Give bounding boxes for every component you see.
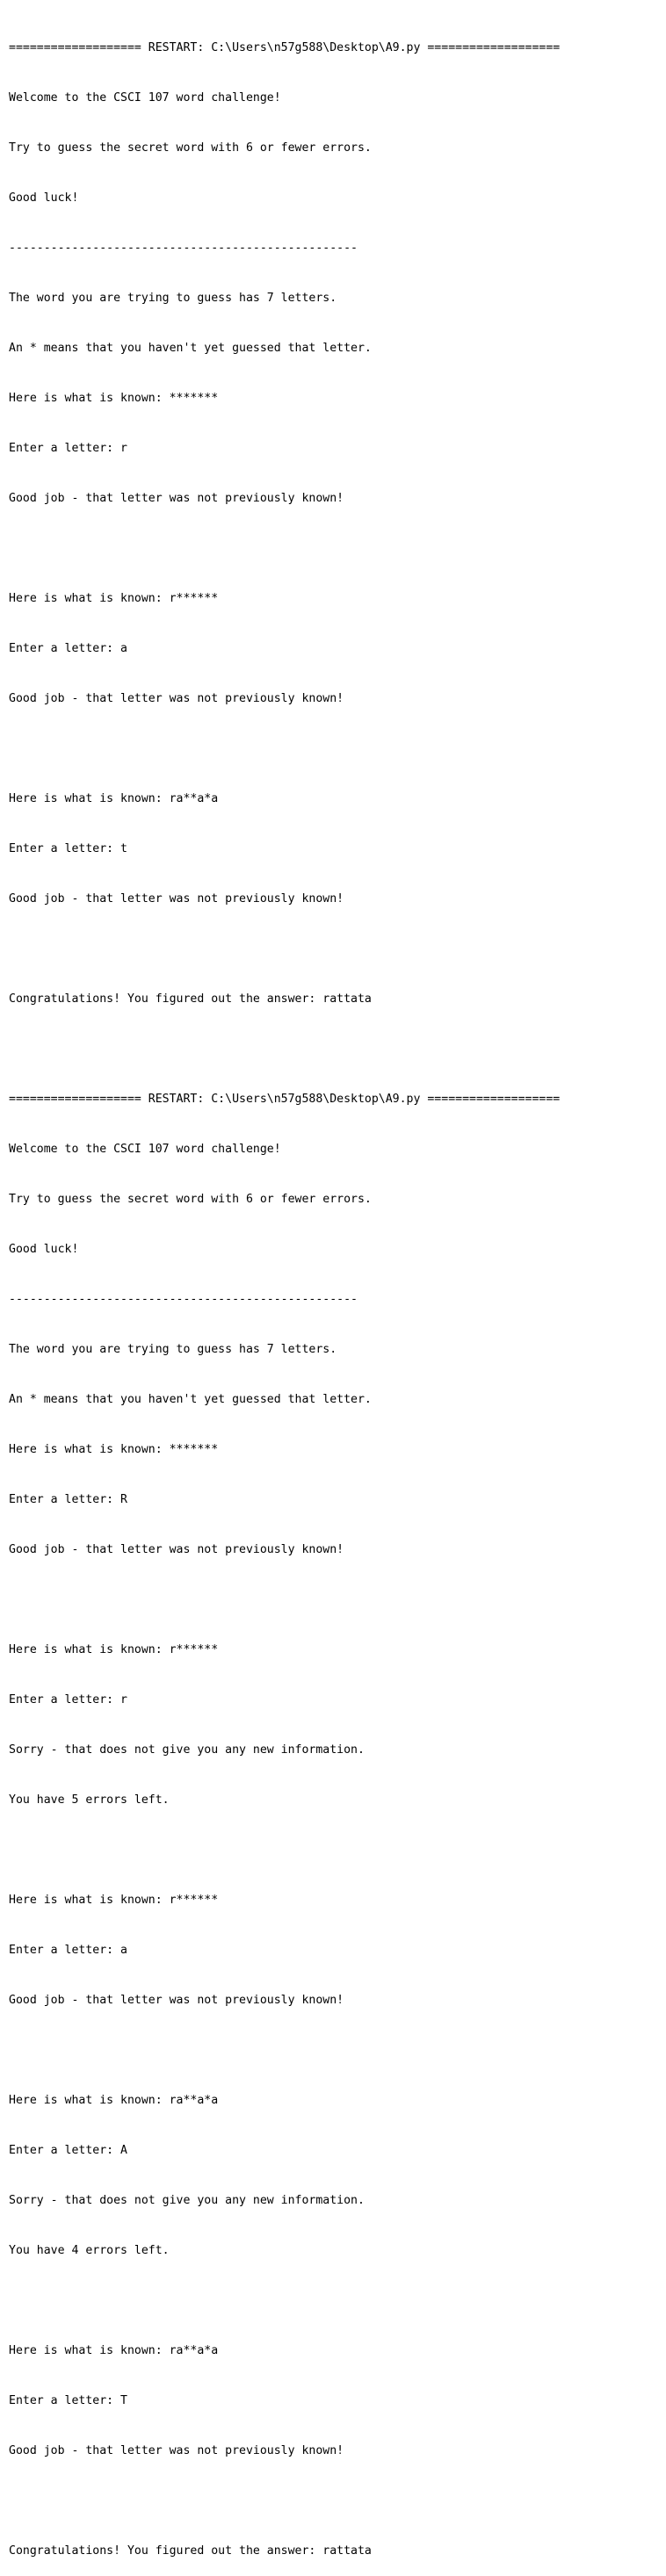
output-line: Try to guess the secret word with 6 or fewer errors.: [9, 141, 372, 155]
output-line: Good luck!: [9, 191, 79, 205]
output-line: The word you are trying to guess has 7 letters.: [9, 1343, 337, 1356]
output-line: Welcome to the CSCI 107 word challenge!: [9, 91, 281, 105]
output-line: Welcome to the CSCI 107 word challenge!: [9, 1143, 281, 1156]
errors-left-line: You have 5 errors left.: [9, 1793, 170, 1807]
separator-line: --------------------------------------------------: [9, 242, 358, 255]
result-line: Congratulations! You figured out the answer: rattata: [9, 2544, 372, 2558]
restart-banner: =================== RESTART: C:\Users\n57g588\Desktop\A9.py ===================: [9, 41, 561, 54]
output-line: The word you are trying to guess has 7 letters.: [9, 292, 337, 305]
output-line: Good job - that letter was not previously known!: [9, 2444, 344, 2457]
output-line: An * means that you haven't yet guessed that letter.: [9, 342, 372, 355]
known-status-line: Here is what is known: r******: [9, 1894, 219, 1907]
errors-left-line: You have 4 errors left.: [9, 2244, 170, 2257]
blank-line: [9, 540, 663, 557]
blank-line: [9, 1591, 663, 1608]
output-line: Good job - that letter was not previously known!: [9, 492, 344, 505]
restart-banner: =================== RESTART: C:\Users\n57g588\Desktop\A9.py ===================: [9, 1093, 561, 1106]
output-line: Good job - that letter was not previously known!: [9, 892, 344, 906]
known-status-line: Here is what is known: r******: [9, 1643, 219, 1656]
known-status-line: Here is what is known: *******: [9, 1443, 219, 1456]
known-status-line: Here is what is known: r******: [9, 592, 219, 605]
blank-line: [9, 1842, 663, 1858]
input-prompt-line: Enter a letter: t: [9, 842, 127, 855]
input-prompt-line: Enter a letter: A: [9, 2144, 127, 2157]
input-prompt-line: Enter a letter: T: [9, 2394, 127, 2407]
input-prompt-line: Enter a letter: r: [9, 1693, 127, 1707]
error-message-line: Sorry - that does not give you any new information.: [9, 1743, 365, 1757]
separator-line: --------------------------------------------------: [9, 1293, 358, 1306]
blank-line: [9, 941, 663, 957]
output-line: Good job - that letter was not previously known!: [9, 1543, 344, 1556]
known-status-line: Here is what is known: ra**a*a: [9, 792, 219, 805]
result-line: Congratulations! You figured out the answer: rattata: [9, 992, 372, 1006]
blank-line: [9, 1041, 663, 1057]
input-prompt-line: Enter a letter: a: [9, 1944, 127, 1957]
known-status-line: Here is what is known: ra**a*a: [9, 2094, 219, 2107]
input-prompt-line: Enter a letter: a: [9, 642, 127, 655]
blank-line: [9, 2042, 663, 2059]
output-line: Good job - that letter was not previously known!: [9, 1994, 344, 2007]
input-prompt-line: Enter a letter: R: [9, 1493, 127, 1506]
known-status-line: Here is what is known: *******: [9, 392, 219, 405]
output-line: Good luck!: [9, 1243, 79, 1256]
shell-output[interactable]: [9, 6, 663, 2576]
output-line: Try to guess the secret word with 6 or fewer errors.: [9, 1193, 372, 1206]
blank-line: [9, 2292, 663, 2309]
input-prompt-line: Enter a letter: r: [9, 442, 127, 455]
blank-line: [9, 740, 663, 757]
error-message-line: Sorry - that does not give you any new information.: [9, 2194, 365, 2207]
blank-line: [9, 2493, 663, 2509]
known-status-line: Here is what is known: ra**a*a: [9, 2344, 219, 2357]
output-line: An * means that you haven't yet guessed that letter.: [9, 1393, 372, 1406]
output-line: Good job - that letter was not previously known!: [9, 692, 344, 705]
